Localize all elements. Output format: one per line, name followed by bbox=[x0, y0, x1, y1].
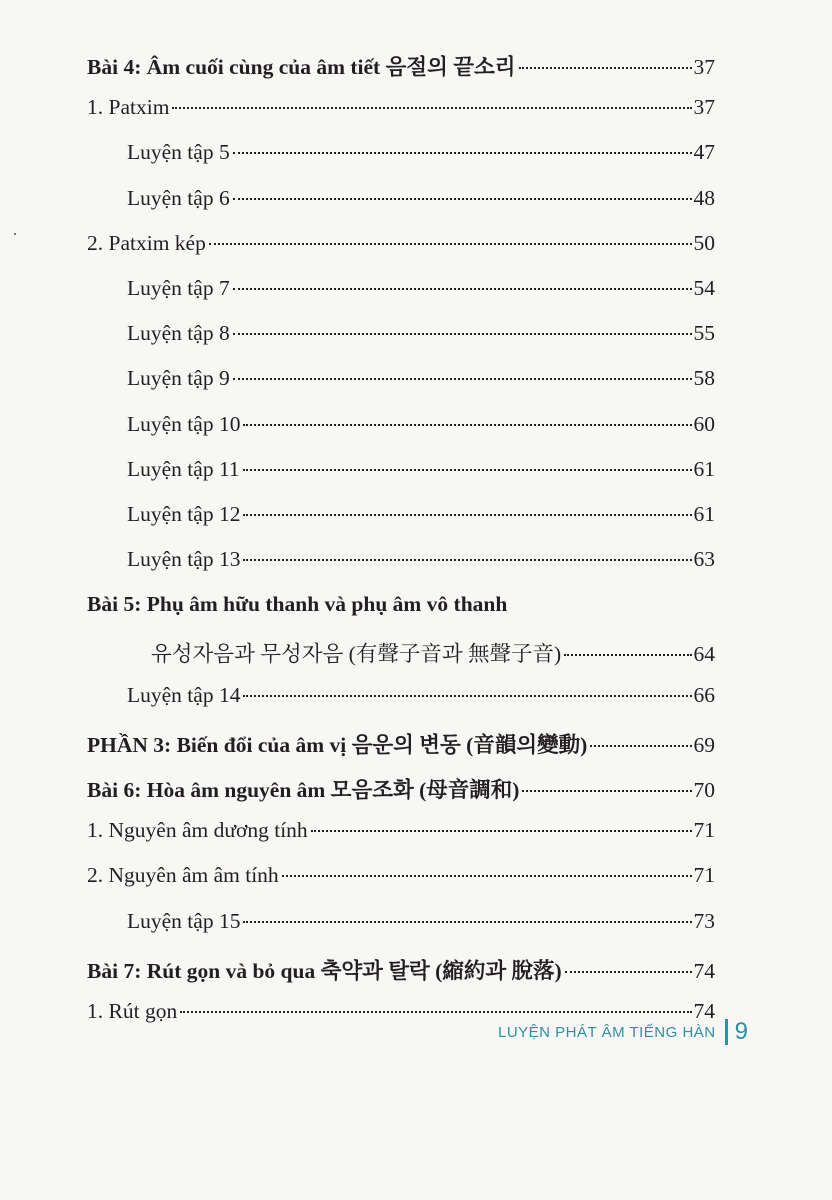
toc-entry-page: 54 bbox=[693, 275, 715, 300]
dot-leader bbox=[243, 514, 691, 516]
toc-entry-page: 60 bbox=[693, 411, 715, 436]
toc-entry-page: 37 bbox=[693, 95, 715, 120]
dot-leader bbox=[564, 654, 691, 656]
toc-entry[interactable] bbox=[87, 412, 715, 457]
dot-leader bbox=[590, 745, 691, 747]
dot-leader bbox=[243, 921, 691, 923]
paper-speck bbox=[14, 233, 16, 235]
toc-entry-page: 55 bbox=[693, 321, 715, 346]
toc-entry[interactable] bbox=[87, 863, 715, 908]
toc-entry-page: 64 bbox=[693, 642, 715, 667]
dot-leader bbox=[233, 198, 692, 200]
dot-leader bbox=[519, 67, 692, 69]
toc-entry-page: 71 bbox=[693, 863, 715, 888]
toc-entry-page: 61 bbox=[693, 501, 715, 526]
toc-entry[interactable] bbox=[87, 457, 715, 502]
toc-entry-label: 1. Rút gọn bbox=[87, 998, 178, 1023]
page-number: 9 bbox=[734, 1018, 748, 1045]
dot-leader bbox=[243, 695, 691, 697]
dot-leader bbox=[209, 243, 692, 245]
toc-entry[interactable] bbox=[87, 50, 715, 95]
toc-entry-page: 69 bbox=[693, 732, 715, 757]
toc-entry-label: Bài 6: Hòa âm nguyên âm 모음조화 (母音調和) bbox=[87, 778, 520, 802]
toc-entry[interactable] bbox=[87, 547, 715, 592]
toc-entry-label: Luyện tập 14 bbox=[127, 682, 241, 707]
toc-entry[interactable] bbox=[87, 366, 715, 411]
toc-entry-page: 70 bbox=[693, 778, 715, 802]
dot-leader bbox=[233, 152, 692, 154]
dot-leader bbox=[172, 107, 691, 109]
toc-entry-page: 48 bbox=[693, 185, 715, 210]
dot-leader bbox=[233, 333, 692, 335]
toc-entry-label: Luyện tập 9 bbox=[127, 366, 230, 391]
toc-entry-page: 63 bbox=[693, 547, 715, 572]
toc-entry-label: Luyện tập 12 bbox=[127, 501, 241, 526]
toc-entry[interactable] bbox=[87, 683, 715, 728]
toc-entry-label: PHẦN 3: Biến đổi của âm vị 음운의 변동 (音韻의變動) bbox=[87, 732, 588, 757]
dot-leader bbox=[180, 1011, 691, 1013]
toc-entry-label: 유성자음과 무성자음 (有聲子音과 無聲子音) bbox=[151, 642, 562, 667]
toc-entry-page: 50 bbox=[693, 230, 715, 255]
dot-leader bbox=[522, 790, 691, 792]
dot-leader bbox=[233, 288, 692, 290]
dot-leader bbox=[243, 469, 692, 471]
toc-entry-label: 2. Nguyên âm âm tính bbox=[87, 863, 279, 888]
toc-entry[interactable] bbox=[87, 637, 715, 682]
toc-entry-page: 74 bbox=[693, 998, 715, 1023]
toc-entry-page: 66 bbox=[693, 682, 715, 707]
toc-entry-label: Luyện tập 15 bbox=[127, 908, 241, 933]
toc-entry-label: Luyện tập 11 bbox=[127, 456, 240, 481]
toc-entry-page: 61 bbox=[693, 456, 715, 481]
toc-entry-page: 74 bbox=[693, 958, 715, 983]
toc-entry[interactable] bbox=[87, 909, 715, 954]
toc-entry[interactable] bbox=[87, 231, 715, 276]
dot-leader bbox=[233, 378, 692, 380]
toc-entry-label: Luyện tập 8 bbox=[127, 321, 230, 346]
toc-entry-label: Bài 7: Rút gọn và bỏ qua 축약과 탈락 (縮約과 脫落) bbox=[87, 958, 562, 983]
toc-entry-label: 1. Patxim bbox=[87, 95, 170, 120]
toc-entry-page: 71 bbox=[693, 818, 715, 843]
book-title: LUYỆN PHÁT ÂM TIẾNG HÀN bbox=[497, 1023, 716, 1041]
toc-entry-label: Luyện tập 7 bbox=[127, 275, 230, 300]
toc-entry-label: Luyện tập 6 bbox=[127, 185, 230, 210]
toc-entry-page: 37 bbox=[693, 55, 715, 79]
toc-entry[interactable] bbox=[87, 321, 715, 366]
toc-entry[interactable] bbox=[87, 140, 715, 185]
footer-divider bbox=[725, 1019, 728, 1045]
dot-leader bbox=[565, 971, 692, 973]
toc-entry-label: Bài 5: Phụ âm hữu thanh và phụ âm vô thanh bbox=[87, 592, 508, 617]
toc-entry-page: 73 bbox=[693, 908, 715, 933]
toc-entry[interactable] bbox=[87, 186, 715, 231]
table-of-contents bbox=[87, 50, 715, 1044]
toc-entry[interactable] bbox=[87, 773, 715, 818]
toc-entry-page: 58 bbox=[693, 366, 715, 391]
toc-entry[interactable] bbox=[87, 954, 715, 999]
toc-entry-label: 2. Patxim kép bbox=[87, 230, 206, 255]
toc-entry[interactable] bbox=[87, 592, 715, 637]
toc-entry[interactable] bbox=[87, 818, 715, 863]
toc-entry-label: 1. Nguyên âm dương tính bbox=[87, 818, 308, 843]
toc-entry-page: 47 bbox=[693, 140, 715, 165]
toc-entry[interactable] bbox=[87, 95, 715, 140]
toc-entry-label: Bài 4: Âm cuối cùng của âm tiết 음절의 끝소리 bbox=[87, 55, 516, 79]
toc-entry[interactable] bbox=[87, 276, 715, 321]
toc-entry-label: Luyện tập 5 bbox=[127, 140, 230, 165]
dot-leader bbox=[243, 424, 691, 426]
toc-entry-label: Luyện tập 13 bbox=[127, 547, 241, 572]
toc-entry[interactable] bbox=[87, 502, 715, 547]
dot-leader bbox=[311, 830, 692, 832]
dot-leader bbox=[243, 559, 691, 561]
toc-entry[interactable] bbox=[87, 728, 715, 773]
toc-entry-label: Luyện tập 10 bbox=[127, 411, 241, 436]
dot-leader bbox=[282, 875, 692, 877]
running-footer bbox=[498, 1018, 748, 1046]
